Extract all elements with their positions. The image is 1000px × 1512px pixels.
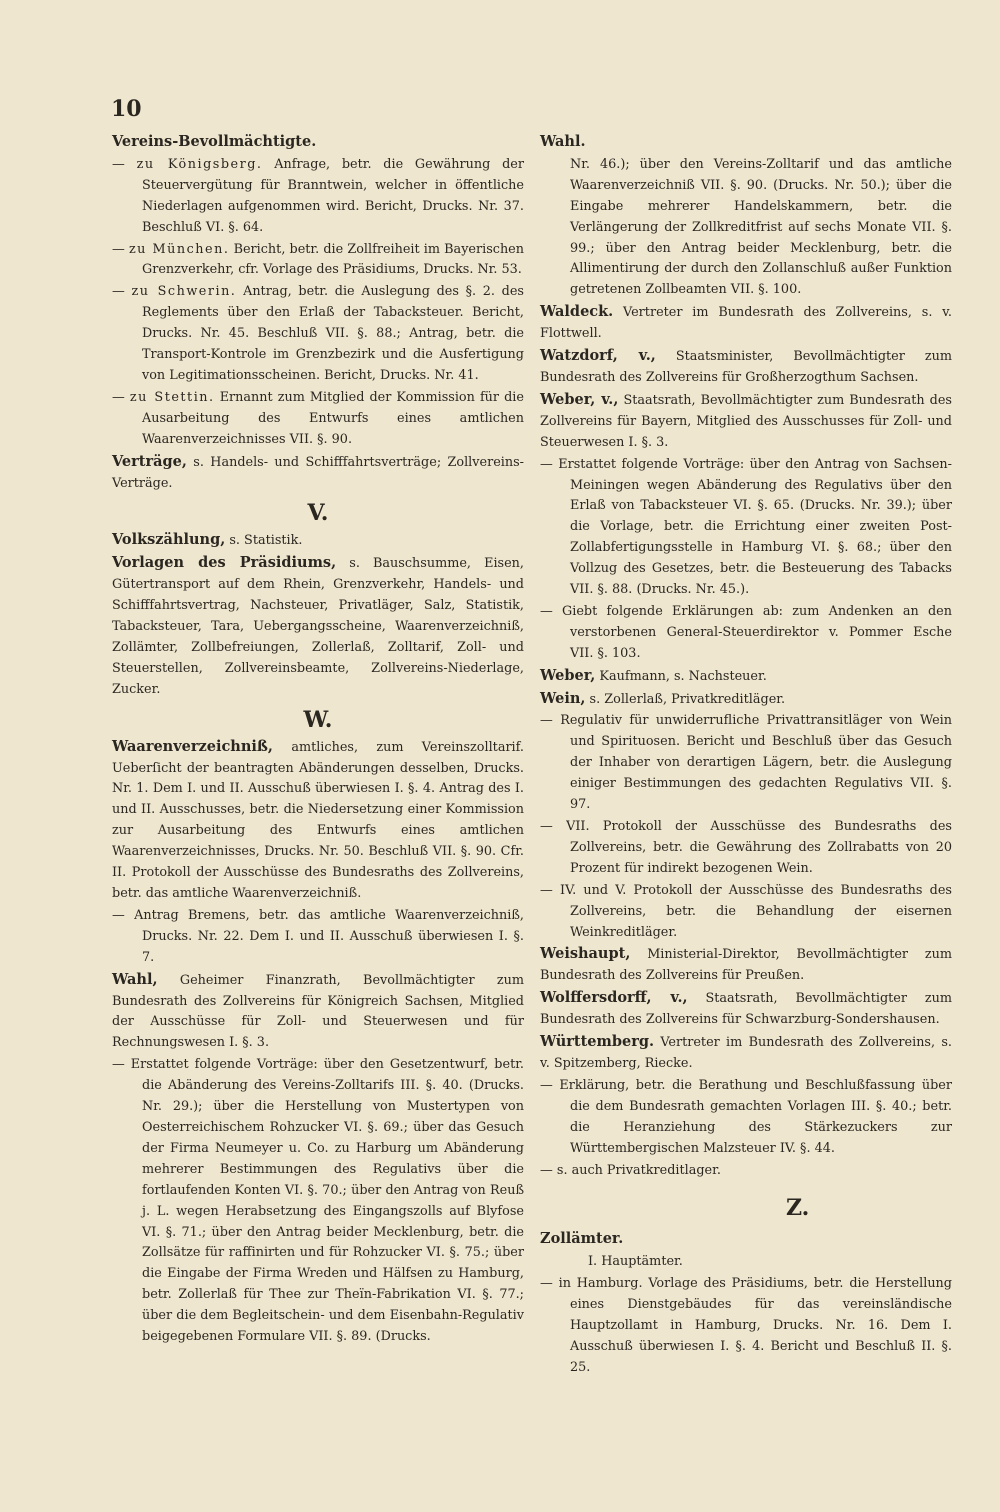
entry-text: Kaufmann, s. Nachsteuer. — [599, 668, 767, 684]
entry-heading: Vorlagen des Präsidiums, — [112, 554, 337, 572]
entry-text: Erstattet folgende Vorträge: über den Gesetzentwurf, betr. die Abänderung des Vereins-Zolltarifs III. §. 40. (Drucks. Nr. 29.); über die Herstellung von Mustertypen von Oesterreichischem Rohzucker VI. §. 69.; über das Gesuch der Firma Neumeyer u. Co. zu Harburg um Abänderung mehrerer Bestimmungen des Regulativs über die fortlaufenden Konten VI. §. 70.; über den Antrag von Reuß j. L. wegen Herabsetzung des Eingangszolls auf Blyfose VI. §. 71.; über den Antrag beider Mecklenburg, betr. die Zollsätze für raffinirten und für Rohzucker VI. §. 75.; über die Eingabe der Firma Wreden und Hälfsen zu Hamburg, betr. Zollerlaß für Thee zur Theïn-Fabrikation VI. §. 77.; über die dem Begleitschein- und dem Eisenbahn-Regulativ beigegebenen Formulare VII. §. 89. (Drucks. — [130, 1057, 524, 1345]
entry-heading: Wahl, — [112, 970, 158, 988]
entry-dash: — — [112, 156, 137, 172]
index-entry — [540, 817, 952, 880]
entry-text: Erklärung, betr. die Berathung und Beschlußfassung über die dem Bundesrath gemachten Vorlagen III. §. 40.; betr. die Heranziehung des Stärkezuckers zur Württembergischen Malzsteuer IV. §. 44. — [559, 1077, 952, 1156]
entry-heading: Weber, v., — [540, 390, 619, 408]
left-column — [112, 132, 524, 1349]
index-entry — [540, 1076, 952, 1160]
entry-heading: Wolffersdorff, v., — [540, 989, 688, 1007]
entry-text: in Hamburg. Vorlage des Präsidiums, betr. die Herstellung eines Dienstgebäudes für das vereinsländische Hauptzollamt in Hamburg, Drucks. Nr. 16. Dem I. Ausschuß überwiesen I. §. 4. Bericht und Beschluß II. §. 25. — [558, 1276, 952, 1375]
entry-heading: Volkszählung, — [112, 531, 226, 549]
entry-text: Ministerial-Direktor, Bevollmächtigter zum Bundesrath des Zollvereins für Preußen. — [540, 947, 952, 984]
entry-dash: — — [540, 603, 563, 619]
entry-text: Staatsminister, Bevollmächtigter zum Bundesrath des Zollvereins für Großherzogthum Sachsen. — [540, 349, 952, 385]
index-entry — [112, 530, 524, 552]
entry-heading: Württemberg. — [540, 1033, 655, 1051]
index-entry — [540, 1229, 952, 1251]
right-column — [540, 132, 952, 1380]
entry-heading: Weishaupt, — [540, 945, 631, 963]
index-entry — [540, 689, 952, 711]
entry-dash: — — [540, 1162, 557, 1178]
entry-text: Ernannt zum Mitglied der Kommission für die Ausarbeitung des Entwurfs eines amtlichen Waarenverzeichnisses VII. §. 90. — [142, 389, 524, 447]
entry-heading: Wahl. — [540, 133, 586, 150]
entry-dash: — — [540, 819, 567, 834]
index-entry — [540, 881, 952, 944]
entry-dash: — — [112, 1057, 131, 1073]
entry-heading: Wein, — [540, 689, 586, 707]
index-entry — [540, 988, 952, 1031]
entry-heading: Weber, — [540, 666, 596, 684]
index-entry — [112, 240, 524, 282]
entry-heading: Waarenverzeichniß, — [112, 737, 273, 755]
index-entry — [540, 302, 952, 345]
entry-text: Anfrage, betr. die Gewährung der Steuervergütung für Branntwein, welcher in öffentliche Niederlagen aufgenommen wird. Bericht, Drucks. Nr. 37. Beschluß VI. §. 64. — [142, 156, 524, 235]
index-entry — [112, 737, 524, 905]
entry-dash: — — [540, 1077, 560, 1093]
entry-text: s. Handels- und Schifffahrtsverträge; Zollvereins-Verträge. — [112, 454, 524, 491]
entry-text: Erstattet folgende Vorträge: über den Antrag von Sachsen-Meiningen wegen Abänderung des Regulativs über den Erlaß von Tabacksteuer VI. §. 65. (Drucks. Nr. 39.); über die Vorlage, betr. die Errichtung einer zweiten Post-Zollabfertigungsstelle in Hamburg VI. §. 68.; über den Vollzug des Gesetzes, betr. die Besteuerung des Tabacks VII. §. 88. (Drucks. Nr. 45.). — [558, 456, 952, 598]
index-entry — [112, 155, 524, 239]
index-entry — [112, 132, 524, 154]
entry-text: Regulativ für unwiderrufliche Privattransitläger von Wein und Spirituosen. Bericht und Beschluß über das Gesuch der Inhaber von derartigen Lägern, betr. die Auslegung einiger Bestimmungen des gedachten Regulativs VII. §. 97. — [560, 713, 952, 813]
entry-heading: Verträge, — [112, 452, 187, 470]
entry-heading: Waldeck. — [540, 303, 614, 321]
index-entry — [540, 1161, 952, 1182]
entry-text: amtliches, zum Vereinszolltarif. Ueberſicht der beantragten Abänderungen desselben, Drucks. Nr. 1. Dem I. und II. Ausschuß überwiesen I. §. 4. Antrag des I. und II. Ausschusses, betr. die Niedersetzung einer Kommission zur Ausarbeitung des Entwurfs eines amtlichen Waarenverzeichnisses, Drucks. Nr. 50. Beschluß VII. §. 90. Cfr. II. Protokoll der Ausschüsse des Bundesraths des Zollvereins, betr. das amtliche Waarenverzeichniß. — [112, 739, 524, 901]
index-entry — [540, 1274, 952, 1379]
entry-heading: zu Königsberg. — [136, 156, 263, 172]
index-entry — [112, 452, 524, 495]
entry-text: s. Bauschsumme, Eisen, Gütertransport auf dem Rhein, Grenzverkehr, Handels- und Schifffahrtsvertrag, Nachsteuer, Privatläger, Salz, Statistik, Tabacksteuer, Tara, Uebergangsscheine, Waarenverzeichniß, Zollämter, Zollbefreiungen, Zollerlaß, Zolltarif, Zoll- und Steuerstellen, Zollvereinsbeamte, Zollvereins-Niederlage, Zucker. — [112, 556, 524, 697]
index-entry — [540, 602, 952, 665]
entry-text: Antrag Bremens, betr. das amtliche Waarenverzeichniß, Drucks. Nr. 22. Dem I. und II. Ausschuß überwiesen I. §. 7. — [134, 907, 524, 965]
entry-text: Antrag, betr. die Auslegung des §. 2. des Reglements über den Erlaß der Tabacksteuer. Bericht, Drucks. Nr. 45. Beschluß VII. §. 88.; Antrag, betr. die Transport-Kontrole im Grenzbezirk und die Ausfertigung von Legitimationsscheinen. Bericht, Drucks. Nr. 41. — [142, 284, 524, 383]
index-entry — [112, 906, 524, 969]
index-entry — [540, 944, 952, 987]
section-letter: Z. — [786, 1195, 810, 1222]
index-entry — [540, 666, 952, 688]
entry-dash: — — [112, 907, 135, 923]
entry-heading: zu Stettin. — [129, 389, 215, 405]
section-letter: W. — [303, 706, 333, 733]
index-entry — [112, 553, 524, 700]
entry-heading: zu Schwerin. — [131, 284, 237, 300]
index-entry — [112, 970, 524, 1055]
entry-text: VII. Protokoll der Ausschüsse des Bundesraths des Zollvereins, betr. die Gewährung des Zollrabatts von 20 Prozent für indirekt bezogenen Wein. — [566, 819, 952, 876]
index-entry — [112, 282, 524, 387]
entry-text: I. Hauptämter. — [588, 1254, 683, 1270]
entry-dash: — — [112, 284, 132, 300]
entry-heading: Vereins-Bevollmächtigte. — [112, 133, 317, 150]
entry-text: Nr. 46.); über den Vereins-Zolltarif und das amtliche Waarenverzeichniß VII. §. 90. (Drucks. Nr. 50.); über die Eingabe mehrerer Handelskammern, betr. die Verlängerung der Zollkreditfrist auf sechs Monate VII. §. 99.; über den Antrag beider Mecklenburg, betr. die Allimentirung der durch den Zollanschluß außer Funktion getretenen Zollbeamten VII. §. 100. — [570, 156, 952, 298]
entry-text: s. Statistik. — [229, 533, 303, 549]
entry-dash: — — [540, 1276, 559, 1292]
entry-text: Bericht, betr. die Zollfreiheit im Bayerischen Grenzverkehr, cfr. Vorlage des Präsidiums, Drucks. Nr. 53. — [142, 241, 524, 278]
entry-dash: — — [112, 389, 130, 405]
index-entry — [540, 1032, 952, 1075]
page-number: 10 — [111, 96, 142, 122]
entry-dash: — — [540, 882, 561, 898]
index-entry — [540, 132, 952, 154]
index-entry — [540, 1252, 952, 1273]
entry-dash: — — [112, 241, 129, 257]
entry-dash: — — [540, 456, 559, 472]
index-entry — [540, 455, 952, 601]
entry-text: Geheimer Finanzrath, Bevollmächtigter zum Bundesrath des Zollvereins für Königreich Sachsen, Mitglied der Ausschüsse für Zoll- und Steuerwesen und für Rechnungswesen I. §. 3. — [112, 972, 525, 1051]
entry-text: Staatsrath, Bevollmächtigter zum Bundesrath des Zollvereins für Bayern, Mitglied des Ausschusses für Zoll- und Steuerwesen I. §. 3. — [540, 392, 952, 450]
index-entry — [540, 711, 952, 816]
index-entry — [540, 346, 952, 389]
entry-text: Vertreter im Bundesrath des Zollvereins, s. v. Flottwell. — [540, 305, 952, 342]
section-letter: V. — [307, 500, 329, 527]
index-entry — [540, 390, 952, 454]
entry-heading: zu München. — [128, 241, 230, 257]
entry-text: Vertreter im Bundesrath des Zollvereins, s. v. Spitzemberg, Riecke. — [540, 1035, 952, 1071]
entry-text: s. auch Privatkreditlager. — [556, 1162, 721, 1178]
entry-text: Staatsrath, Bevollmächtigter zum Bundesrath des Zollvereins für Schwarzburg-Sondershausen. — [540, 991, 952, 1028]
entry-heading: Zollämter. — [540, 1230, 624, 1248]
index-entry — [112, 388, 524, 451]
entry-text: Giebt folgende Erklärungen ab: zum Andenken an den verstorbenen General-Steuerdirektor v. Pommer Esche VII. §. 103. — [562, 603, 952, 661]
entry-text: IV. und V. Protokoll der Ausschüsse des Bundesraths des Zollvereins, betr. die Behandlung der eisernen Weinkreditläger. — [560, 882, 952, 940]
index-entry — [540, 155, 952, 301]
entry-text: s. Zollerlaß, Privatkreditläger. — [589, 691, 786, 707]
index-entry — [112, 1055, 524, 1348]
entry-dash: — — [540, 713, 561, 729]
entry-heading: Watzdorf, v., — [540, 347, 656, 365]
